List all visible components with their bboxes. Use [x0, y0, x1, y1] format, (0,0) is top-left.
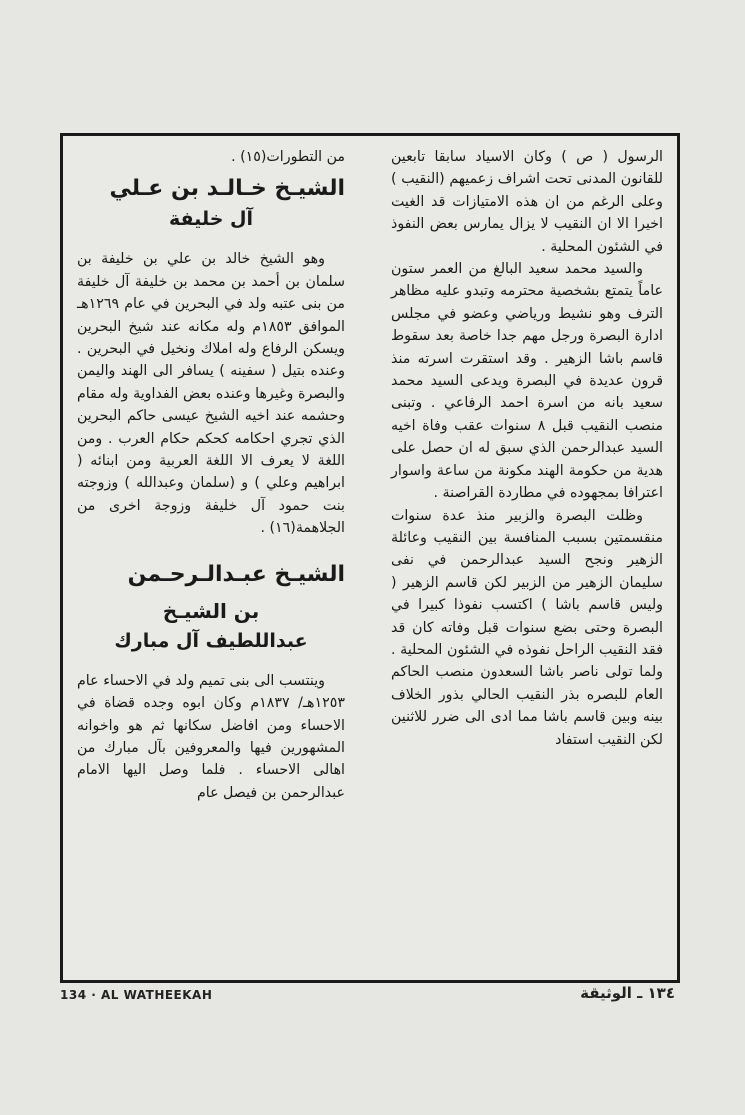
paragraph: والسيد محمد سعيد البالغ من العمر ستون عاماً يتمتع بشخصية محترمه وتبدو عليه مظاهر الترف وهو نشيط ورياضي وعضو في مجلس ادارة البصرة ورجل مهم جدا خاصة بعد سقوط قاسم باشا الزهير . وقد استقرت اسرته منذ قرون عديدة في البصرة ويدعى السيد محمد سعيد بانه من اسرة احمد الرفاعي . وتبنى منصب النقيب قبل ٨ سنوات عقب وفاة اخيه السيد عبدالرحمن الذي سبق له ان حصل على هدية من حكومة الهند مكونة من ساعة واسوار اعترافا بمجهوده في مطاردة القراصنة . — [391, 261, 663, 502]
article-frame — [60, 133, 680, 983]
paragraph: من التطورات(١٥) . — [231, 149, 345, 165]
page-footer-english: 134 · AL WATHEEKAH — [60, 988, 213, 1002]
section-heading: عبداللطيف آل مبارك — [114, 629, 308, 652]
section-heading: آل خليفة — [168, 208, 253, 231]
section-heading: بن الشيـخ — [162, 598, 260, 623]
paragraph: وهو الشيخ خالد بن علي بن خليفة بن سلمان بن أحمد بن محمد بن خليفة آل خليفة من بنى عتبه ولد في البحرين في عام ١٢٦٩هـ الموافق ١٨٥٣م وله مكانه عند شيخ البحرين ويسكن الرفاع وله املاك ونخيل في البحرين . وعنده بتيل ( سفينه ) يسافر الى الهند واليمن والبصرة وغيرها وعنده بعض الفداوية وله مقام وحشمه عند اخيه الشيخ عيسى حاكم البحرين الذي تجري احكامه كحكم حكام العرب . ومن اللغة لا يعرف الا اللغة العربية ومن ابنائه ( ابراهيم وعلي ) و (سلمان وعبدالله ) وزوجته بنت حمود آل خليفة وزوجة اخرى من الجلاهمة(١٦) . — [77, 251, 345, 537]
right-column — [391, 146, 663, 751]
paragraph: وظلت البصرة والزبير منذ عدة سنوات منقسمتين بسبب المنافسة بين النقيب وعائلة الزهير ونجح السيد عبدالرحمن في نفى سليمان الزهير من الزبير لكن قاسم الزهير ( وليس قاسم باشا ) اكتسب نفوذا كبيرا في البصرة وحتى بضع سنوات قبل وفاته كان قد فقد النقيب الراحل نفوذه في الشئون المحلية . ولما تولى ناصر باشا السعدون منصب الحاكم العام للبصره بذر النقيب الحالي بذور الخلاف بينه وبين قاسم باشا مما ادى الى ضرر للاثنين لكن النقيب استفاد — [391, 507, 663, 748]
paragraph: وينتسب الى بنى تميم ولد في الاحساء عام ١٢٥٣هـ/ ١٨٣٧م وكان ابوه وجده قضاة في الاحساء ومن افاضل سكانها ثم هو واخوانه المشهورين فيها والمعروفين بآل مبارك من اهالى الاحساء . فلما وصل اليها الامام عبدالرحمن بن فيصل عام — [77, 672, 345, 801]
paragraph: الرسول ( ص ) وكان الاسياد سابقا تابعين للقانون المدنى تحت اشراف زعميهم (النقيب ) وعلى الرغم من ان هذه الامتيازات قد الغيت اخيرا الا ان النقيب لا يزال يمارس بعض النفوذ في الشئون المحلية . — [391, 149, 663, 255]
left-column — [77, 146, 345, 804]
section-heading: الشيـخ خـالـد بن عـلي — [109, 176, 345, 202]
section-heading: الشيـخ عبـدالـرحـمن — [127, 561, 345, 587]
page-footer-arabic: ١٣٤ ـ الوثيقة — [580, 984, 675, 1002]
